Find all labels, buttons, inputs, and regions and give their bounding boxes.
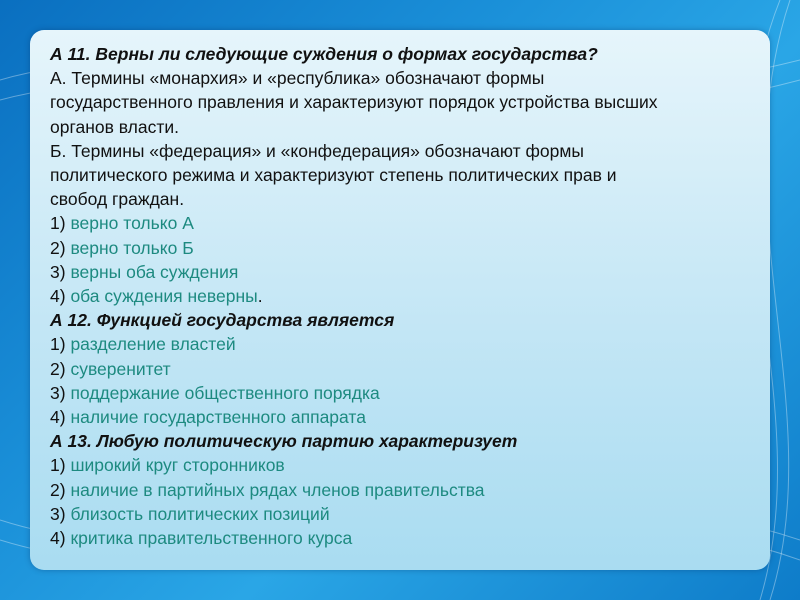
option-text: суверенитет bbox=[70, 358, 171, 379]
q11-statement-b-line: Б. Термины «федерация» и «конфедерация» обозначают формы bbox=[50, 140, 584, 161]
option-number: 4) bbox=[50, 407, 66, 428]
option-text: наличие в партийных рядах членов правительства bbox=[70, 479, 485, 500]
q12-option-2 bbox=[50, 357, 750, 381]
q11-option-1 bbox=[50, 211, 750, 235]
option-number: 1) bbox=[50, 455, 66, 476]
option-text: близость политических позиций bbox=[70, 503, 330, 524]
q11-title: А 11. Верны ли следующие суждения о формах государства? bbox=[50, 44, 598, 64]
option-text: широкий круг сторонников bbox=[70, 455, 285, 476]
option-text: верны оба суждения bbox=[70, 261, 239, 282]
q12-title: А 12. Функцией государства является bbox=[50, 310, 395, 331]
q11-option-2 bbox=[50, 236, 750, 260]
option-text: верно только Б bbox=[70, 237, 194, 258]
q11-statement-a-line: государственного правления и характеризуют порядок устройства высших bbox=[50, 92, 658, 113]
option-number: 4) bbox=[50, 286, 66, 307]
option-number: 2) bbox=[50, 358, 66, 379]
option-text: верно только А bbox=[70, 213, 194, 234]
option-number: 3) bbox=[50, 382, 66, 403]
q12-option-4 bbox=[50, 405, 750, 429]
q13-title: А 13. Любую политическую партию характеризует bbox=[50, 431, 518, 452]
option-number: 3) bbox=[50, 503, 66, 524]
option-number: 3) bbox=[50, 261, 66, 282]
option-number: 2) bbox=[50, 479, 66, 500]
option-number: 4) bbox=[50, 528, 66, 549]
option-text: разделение властей bbox=[70, 334, 236, 355]
q11-statement-a-line: А. Термины «монархия» и «республика» обозначают формы bbox=[50, 68, 545, 89]
q13-option-4 bbox=[50, 526, 750, 550]
q13-option-3 bbox=[50, 502, 750, 526]
q13-option-1 bbox=[50, 453, 750, 477]
q11-statement-a-line: органов власти. bbox=[50, 116, 179, 137]
q11-statement-b-line: политического режима и характеризуют степень политических прав и bbox=[50, 165, 617, 186]
q11-statement-b-line: свобод граждан. bbox=[50, 189, 185, 210]
option-number: 1) bbox=[50, 334, 66, 355]
q13-option-2 bbox=[50, 478, 750, 502]
q11-option-3 bbox=[50, 260, 750, 284]
question-content bbox=[50, 42, 750, 550]
option-text: поддержание общественного порядка bbox=[70, 382, 380, 403]
option-text: критика правительственного курса bbox=[70, 528, 353, 549]
q12-option-3 bbox=[50, 381, 750, 405]
option-number: 1) bbox=[50, 213, 66, 234]
option-suffix: . bbox=[257, 286, 263, 307]
option-text: оба суждения неверны bbox=[70, 286, 258, 307]
option-text: наличие государственного аппарата bbox=[70, 407, 366, 428]
q12-option-1 bbox=[50, 332, 750, 356]
q11-option-4 bbox=[50, 284, 750, 308]
option-number: 2) bbox=[50, 237, 66, 258]
